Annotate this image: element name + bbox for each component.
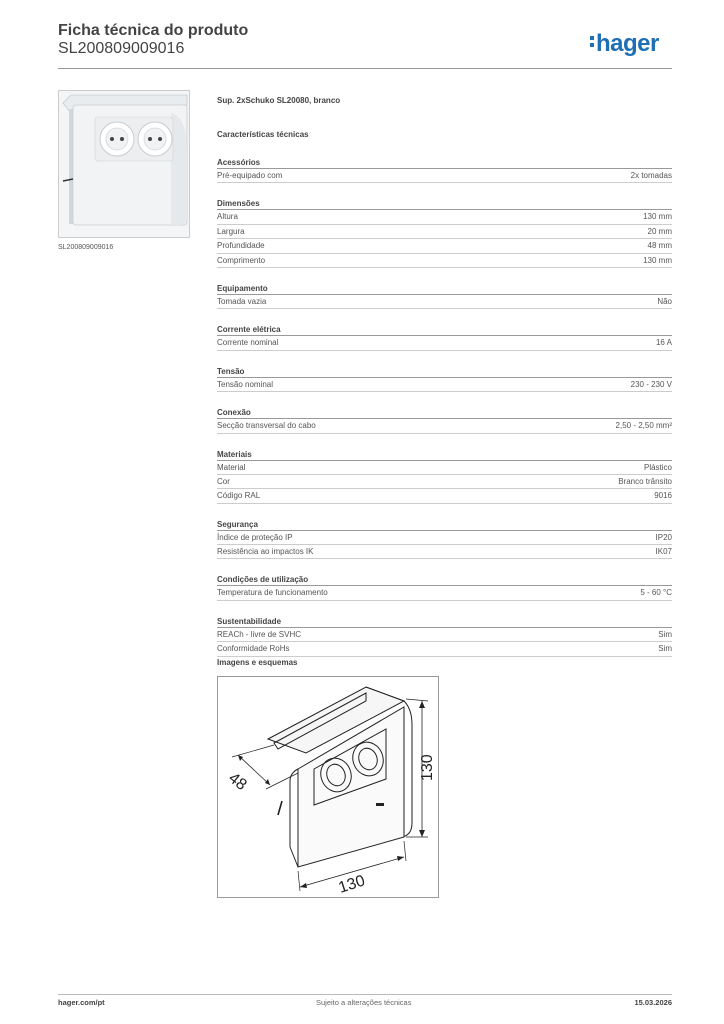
spec-label: Temperatura de funcionamento — [217, 588, 328, 598]
images-heading: Imagens e esquemas — [217, 658, 298, 667]
section-title: Acessórios — [217, 155, 672, 169]
spec-label: Comprimento — [217, 255, 266, 265]
tech-specs-heading: Características técnicas — [217, 130, 309, 139]
spec-label: Corrente nominal — [217, 338, 279, 348]
spec-label: Profundidade — [217, 241, 265, 251]
spec-row — [217, 489, 672, 503]
spec-value: Sim — [658, 644, 672, 654]
spec-value: Branco trânsito — [618, 476, 672, 486]
spec-value: 9016 — [654, 491, 672, 501]
section-title: Equipamento — [217, 281, 672, 295]
spec-row — [217, 545, 672, 559]
spec-section — [217, 196, 672, 268]
spec-label: REACh - livre de SVHC — [217, 629, 302, 639]
height-dimension-label: 130 — [419, 754, 436, 781]
spec-row — [217, 169, 672, 183]
spec-section — [217, 447, 672, 504]
spec-row — [217, 225, 672, 239]
spec-label: Conformidade RoHs — [217, 644, 290, 654]
depth-dimension-label: 48 — [225, 769, 250, 795]
spec-label: Largura — [217, 226, 245, 236]
section-title: Condições de utilização — [217, 572, 672, 586]
spec-label: Tomada vazia — [217, 296, 267, 306]
spec-label: Altura — [217, 212, 238, 222]
spec-section — [217, 614, 672, 657]
spec-row — [217, 531, 672, 545]
spec-row — [217, 461, 672, 475]
spec-section — [217, 281, 672, 309]
section-title: Dimensões — [217, 196, 672, 210]
spec-row — [217, 586, 672, 600]
section-title: Sustentabilidade — [217, 614, 672, 628]
spec-value: 5 - 60 °C — [640, 588, 672, 598]
spec-content — [217, 96, 672, 657]
spec-row — [217, 254, 672, 268]
spec-label: Pré-equipado com — [217, 171, 283, 180]
spec-section — [217, 572, 672, 600]
spec-label: Cor — [217, 476, 230, 486]
spec-row — [217, 378, 672, 392]
product-thumbnail — [58, 90, 190, 238]
spec-label: Material — [217, 462, 246, 472]
spec-row — [217, 210, 672, 224]
spec-section — [217, 517, 672, 560]
product-photo-icon — [59, 91, 189, 237]
spec-value: 48 mm — [647, 241, 672, 251]
spec-label: Código RAL — [217, 491, 261, 501]
spec-value: 130 mm — [643, 255, 672, 265]
section-title: Materiais — [217, 447, 672, 461]
spec-row — [217, 642, 672, 656]
footer-notice: Sujeito a alterações técnicas — [316, 998, 412, 1007]
spec-section — [217, 405, 672, 433]
spec-section — [217, 155, 672, 183]
section-title: Segurança — [217, 517, 672, 531]
spec-label: Tensão nominal — [217, 379, 274, 389]
thumbnail-caption: SL200809009016 — [58, 244, 114, 251]
footer-date: 15.03.2026 — [634, 998, 672, 1007]
section-title: Corrente elétrica — [217, 322, 672, 336]
section-title: Conexão — [217, 405, 672, 419]
spec-section — [217, 322, 672, 350]
hager-logo: hager — [590, 30, 659, 58]
spec-row — [217, 336, 672, 350]
footer-website[interactable]: hager.com/pt — [58, 998, 105, 1007]
spec-value: 20 mm — [647, 226, 672, 236]
spec-row — [217, 239, 672, 253]
length-dimension-label: 130 — [336, 872, 368, 897]
logo-dots-icon — [590, 36, 595, 50]
section-title: Tensão — [217, 364, 672, 378]
spec-sections — [217, 155, 672, 657]
spec-value: 130 mm — [643, 212, 672, 222]
product-code: SL200809009016 — [58, 40, 185, 57]
spec-value: IK07 — [655, 547, 672, 557]
spec-value: Não — [657, 296, 672, 306]
spec-label: Secção transversal do cabo — [217, 421, 316, 431]
spec-row — [217, 475, 672, 489]
spec-value: 2,50 - 2,50 mm² — [615, 421, 672, 431]
dimension-diagram-icon — [218, 677, 438, 897]
product-name: Sup. 2xSchuko SL20080, branco — [217, 96, 341, 105]
spec-row — [217, 628, 672, 642]
spec-row — [217, 295, 672, 309]
spec-label: Resistência ao impactos IK — [217, 547, 314, 557]
spec-value: Sim — [658, 629, 672, 639]
spec-value: 16 A — [655, 338, 672, 348]
spec-label: Índice de proteção IP — [217, 532, 293, 542]
header-divider — [58, 68, 672, 69]
dimension-drawing — [217, 676, 439, 898]
spec-value: 2x tomadas — [630, 171, 672, 180]
spec-row — [217, 419, 672, 433]
spec-value: IP20 — [655, 532, 672, 542]
spec-value: 230 - 230 V — [630, 379, 672, 389]
footer-divider — [58, 994, 672, 995]
spec-value: Plástico — [643, 462, 672, 472]
page-title: Ficha técnica do produto — [58, 22, 249, 39]
spec-section — [217, 364, 672, 392]
